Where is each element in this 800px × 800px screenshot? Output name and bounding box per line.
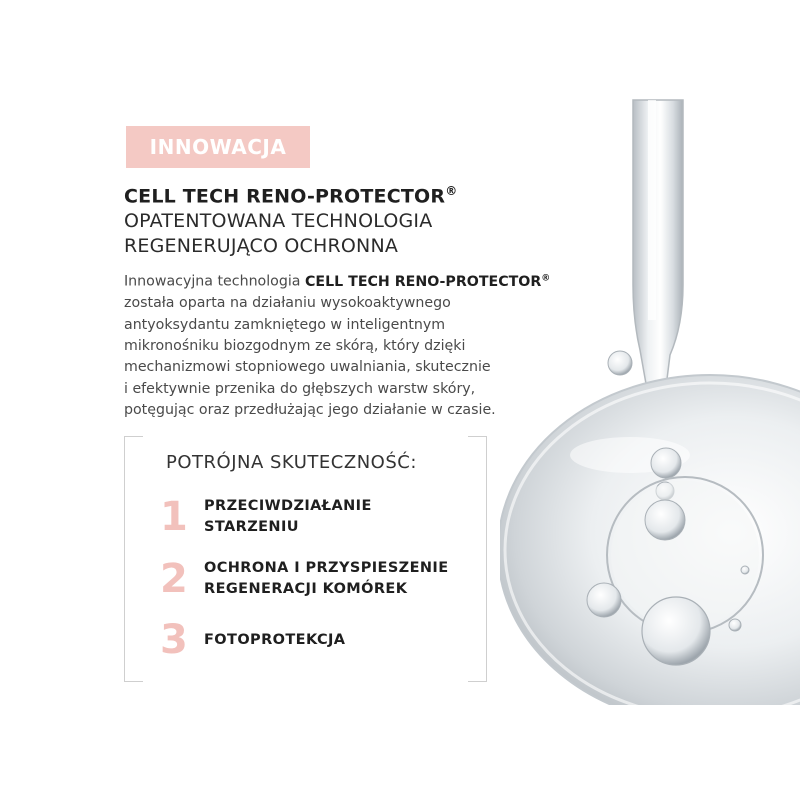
paragraph-line: mechanizmowi stopniowego uwalniania, skutecznie xyxy=(124,359,491,376)
description-paragraph xyxy=(124,268,554,422)
paragraph-brand-text: CELL TECH RENO-PROTECTOR xyxy=(305,273,542,290)
benefit-text xyxy=(204,558,449,600)
benefit-text xyxy=(204,630,345,651)
heading-brand xyxy=(124,178,544,209)
benefit-number: 2 xyxy=(160,556,188,602)
heading xyxy=(124,178,544,259)
paragraph-line: i efektywnie przenika do głębszych warstw skóry, xyxy=(124,380,476,397)
benefit-line: PRZECIWDZIAŁANIE xyxy=(204,498,372,514)
paragraph-registered-mark: ® xyxy=(541,273,551,283)
heading-line-2: OPATENTOWANA TECHNOLOGIA xyxy=(124,210,433,233)
benefit-item xyxy=(160,558,480,600)
benefit-line: FOTOPROTEKCJA xyxy=(204,631,346,648)
innovation-badge xyxy=(126,126,310,168)
benefit-number: 1 xyxy=(160,494,188,540)
badge-label: INNOWACJA xyxy=(149,135,287,159)
benefit-text xyxy=(204,496,372,538)
heading-line-3: REGENERUJĄCO OCHRONNA xyxy=(124,235,399,258)
benefit-line: OCHRONA I PRZYSPIESZENIE xyxy=(204,560,449,576)
benefits-title: POTRÓJNA SKUTECZNOŚĆ: xyxy=(166,452,417,473)
box-bracket-left xyxy=(124,436,143,682)
registered-mark: ® xyxy=(445,184,458,198)
paragraph-line: antyoksydantu zamkniętego w inteligentnym xyxy=(124,316,446,333)
paragraph-line: mikronośniku biozgodnym ze skórą, który dzięki xyxy=(124,337,466,354)
paragraph-lead: Innowacyjna technologia xyxy=(124,273,306,290)
paragraph-line: została oparta na działaniu wysokoaktywnego xyxy=(124,295,451,312)
benefit-line: STARZENIU xyxy=(204,519,299,535)
paragraph-line: potęgując oraz przedłużając jego działanie w czasie. xyxy=(124,402,496,419)
benefit-item xyxy=(160,617,480,663)
paragraph-line xyxy=(124,268,554,293)
benefit-number: 3 xyxy=(160,617,188,663)
pipette-drop-illustration xyxy=(500,95,800,705)
benefit-item xyxy=(160,496,480,538)
benefit-line: REGENERACJI KOMÓREK xyxy=(204,581,408,597)
heading-brand-text: CELL TECH RENO-PROTECTOR xyxy=(124,185,446,208)
